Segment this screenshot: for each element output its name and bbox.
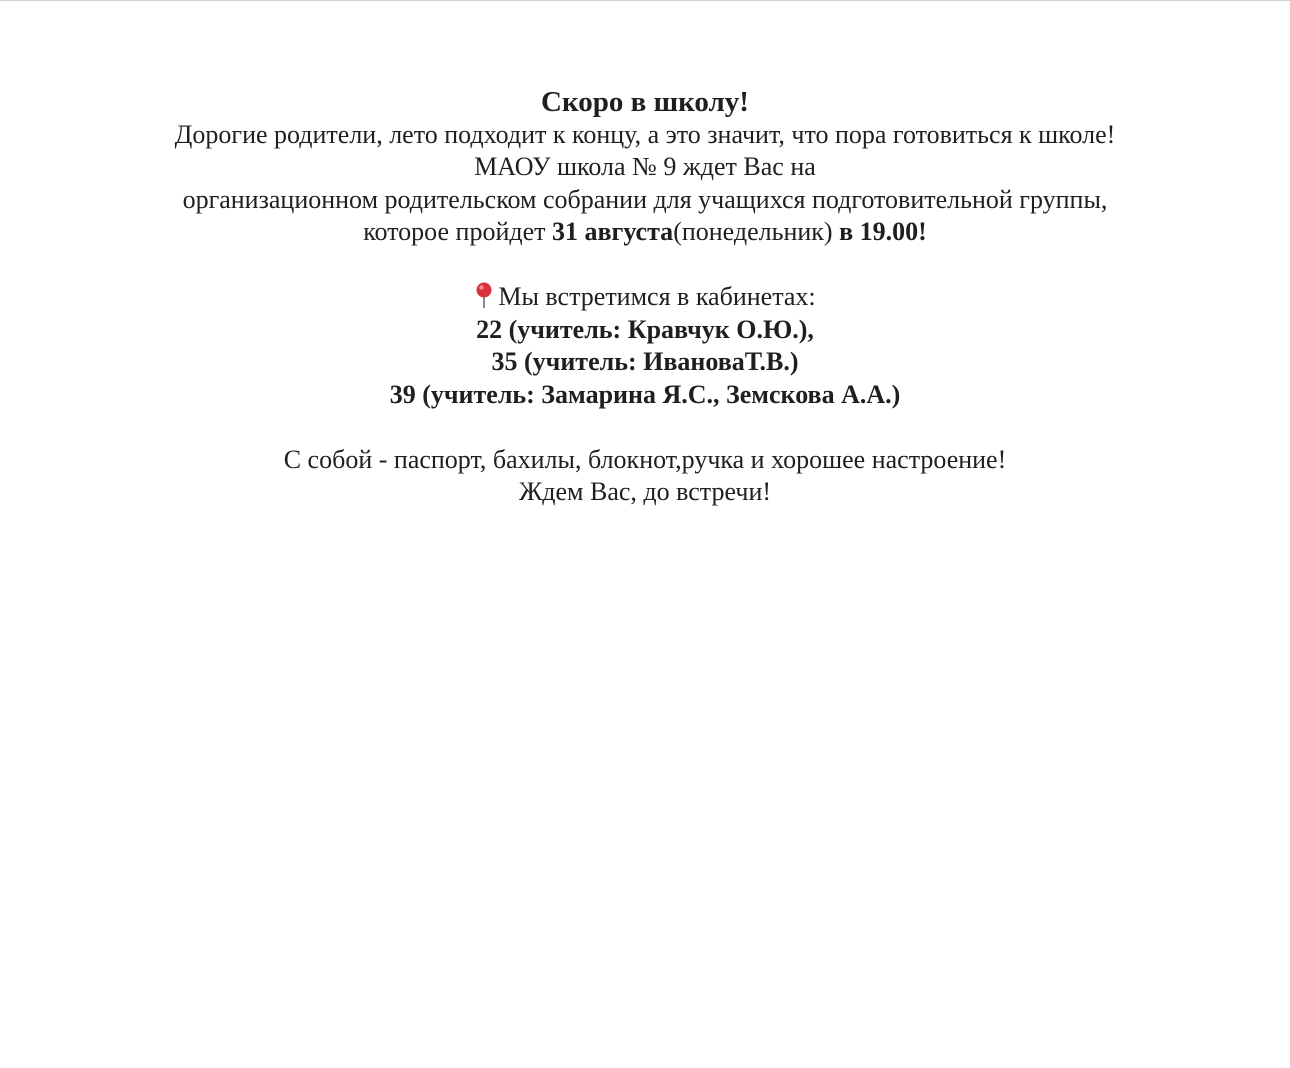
room-item: 35 (учитель: ИвановаТ.В.) xyxy=(491,347,799,376)
closing-text: Ждем Вас, до встречи! xyxy=(518,477,772,506)
date-line xyxy=(0,216,1290,249)
room-item: 22 (учитель: Кравчук О.Ю.), xyxy=(476,314,814,344)
room-item: 39 (учитель: Замарина Я.С., Земскова А.А.) xyxy=(389,379,901,409)
announcement xyxy=(0,86,1290,509)
school-line: МАОУ школа № 9 ждет Вас на xyxy=(474,152,816,181)
spacer xyxy=(0,249,1290,282)
meeting-date: 31 августа xyxy=(552,217,674,246)
date-prefix: которое пройдет xyxy=(363,217,552,246)
intro-text: Дорогие родители, лето подходит к концу, а это значит, что пора готовиться к школе! xyxy=(174,119,1116,149)
announcement-title: Скоро в школу! xyxy=(541,86,749,118)
spacer xyxy=(0,411,1290,444)
rooms-heading xyxy=(0,281,1290,314)
top-divider xyxy=(0,0,1290,1)
meeting-weekday: (понедельник) xyxy=(673,217,840,246)
round-pushpin-icon xyxy=(474,282,494,308)
rooms-label: Мы встретимся в кабинетах: xyxy=(498,282,816,311)
meeting-time: в 19.00! xyxy=(839,217,927,246)
bring-text: С собой - паспорт, бахилы, блокнот,ручка и хорошее настроение! xyxy=(283,444,1007,474)
meeting-line: организационном родительском собрании для учащихся подготовительной группы, xyxy=(182,184,1108,214)
